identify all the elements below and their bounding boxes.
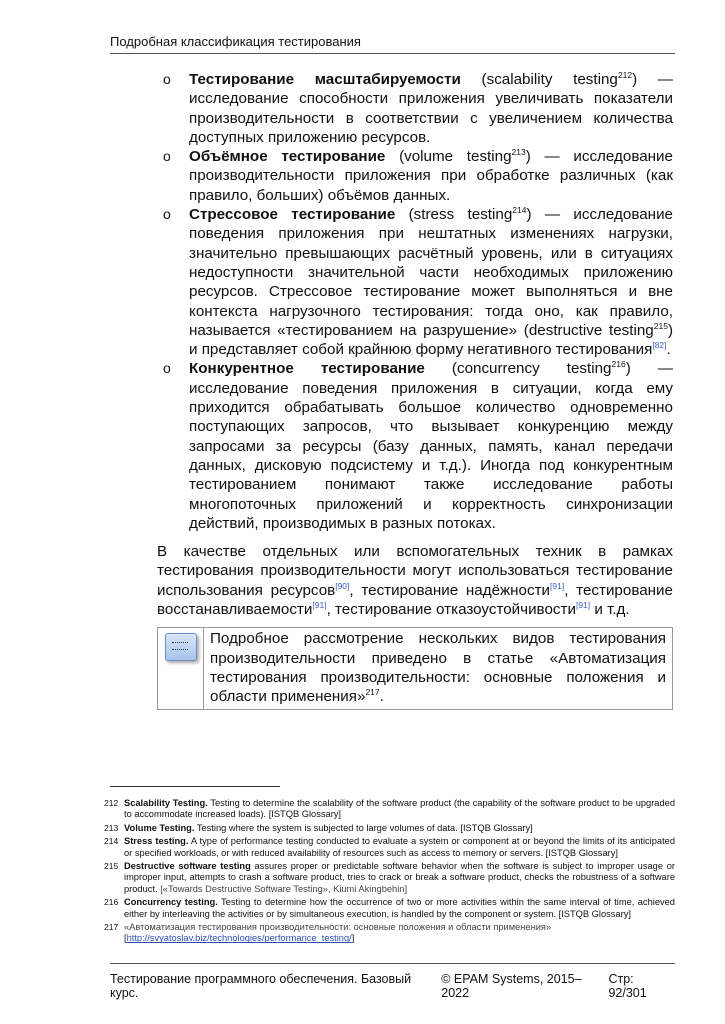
reference-link[interactable]: [91] <box>575 600 591 611</box>
bullet-icon: o <box>163 360 171 377</box>
footer-copyright: © EPAM Systems, 2015–2022 <box>441 972 582 1000</box>
testing-types-list <box>157 70 673 533</box>
note-icon <box>165 633 197 661</box>
reference-link[interactable]: [91] <box>312 600 327 611</box>
footnote-marker[interactable]: 212 <box>617 70 633 80</box>
footnote: 212 Scalability Testing. Testing to determine the scalability of the software product (the capability of the software product to be upgraded to accommodate increased loads). [ISTQB Glossary] <box>104 798 675 820</box>
footnote-marker[interactable]: 217 <box>365 687 380 698</box>
list-item: o Конкурентное тестирование (concurrency testing$^{216}$) — исследование поведения приложения в ситуации, когда ему приходится обрабатывать большое количество одновременно поступающих запросов, что вызывает конкуренцию между запросами за ресурсы (базу данных, память, канал передачи данных, дисковую подсистему и т.д.). Иногда под конкурентным тестированием понимают также исследование работы многопоточных приложений и корректность синхронизации действий, производимых в разных потоках. <box>163 359 673 532</box>
list-item: o Тестирование масштабируемости (scalability testing$^{212}$) — исследование способности приложения увеличивать показатели производительности в соответствии с увеличением количества доступных приложению ресурсов. <box>163 70 673 146</box>
list-item: o Стрессовое тестирование (stress testing$^{214}$) — исследование поведения приложения при нештатных изменениях нагрузки, значительно превышающих расчётный уровень, или в ситуациях недоступности значительной части необходимых приложению ресурсов. Стрессовое тестирование может выполняться и вне контекста нагрузочного тестирования: тогда оно, как правило, называется «тестированием на разрушение» (destructive testing$^{215}$) и представляет собой крайнюю форму негативного тестирования[82]. <box>163 205 673 359</box>
footnote: 213 Volume Testing. Testing where the system is subjected to large volumes of data. [ISTQB Glossary] <box>104 822 533 833</box>
note-box <box>157 627 673 709</box>
note-text: Подробное рассмотрение нескольких видов тестирования производительности приведено в статье «Автоматизация тестирования производительности: основные положения и области применения»$^{217}$. <box>210 630 666 706</box>
term: Стрессовое тестирование <box>189 206 396 224</box>
body-paragraph: В качестве отдельных или вспомогательных техник в рамках тестирования производительности могут использоваться тестирование использования ресурсов[90], тестирование надёжности[91], тестирование восстанавливаемости[91], тестирование отказоустойчивости[91] и т.д. <box>157 543 673 619</box>
footnote: 216 Concurrency testing. Testing to determine how the occurrence of two or more activities within the same interval of time, achieved either by interleaving the activities or by simultaneous execution, is handled by the component or system. [ISTQB Glossary] <box>104 897 675 919</box>
page-header <box>110 34 675 54</box>
page-number: Стр: 92/301 <box>608 972 647 1000</box>
footnotes <box>104 798 676 947</box>
footnote-marker[interactable]: 214 <box>512 205 527 216</box>
list-item: o Объёмное тестирование (volume testing$^{213}$) — исследование производительности приложения при обработке различных (как правило, больших) объёмов данных. <box>163 147 673 204</box>
article-link[interactable]: http://svyatoslav.biz/technologies/performance_testing/ <box>126 933 352 944</box>
page-footer <box>110 963 675 1000</box>
footnote: 214 Stress testing. A type of performance testing conducted to evaluate a system or component at or beyond the limits of its anticipated or specified workloads, or with reduced availability of resources such as access to memory or servers. [ISTQB Glossary] <box>104 836 676 858</box>
term: Конкурентное тестирование <box>189 360 425 378</box>
footnote: 215 Destructive software testing assures proper or predictable software behavior when the software is subject to improper usage or improper input, attempts to crash a software product, tries to crack or break a software product, checks the robustness of a software product. [«Towards Destructive Software Testing», Kiumi Akingbehin] <box>104 861 675 894</box>
footnote-marker[interactable]: 213 <box>511 147 526 158</box>
header-title: Подробная классификация тестирования <box>110 34 361 49</box>
footnote-marker[interactable]: 216 <box>611 359 626 370</box>
footnote-marker[interactable]: 215 <box>653 320 668 331</box>
bullet-icon: o <box>163 148 171 165</box>
term: Объёмное тестирование <box>189 148 386 166</box>
reference-link[interactable]: [90] <box>335 580 350 591</box>
footnote-divider <box>110 786 280 787</box>
reference-link[interactable]: [91] <box>550 580 565 591</box>
term: Тестирование масштабируемости <box>189 71 461 88</box>
footnote: 217 «Автоматизация тестирования производительности: основные положения и области применения» [http://svyatoslav.biz/technologies/performance_testing/] <box>104 922 552 944</box>
main-content <box>157 70 673 710</box>
reference-link[interactable]: [82] <box>652 340 667 351</box>
bullet-icon: o <box>163 71 171 87</box>
bullet-icon: o <box>163 206 171 223</box>
footer-course-title: Тестирование программного обеспечения. Базовый курс. <box>110 972 412 1000</box>
